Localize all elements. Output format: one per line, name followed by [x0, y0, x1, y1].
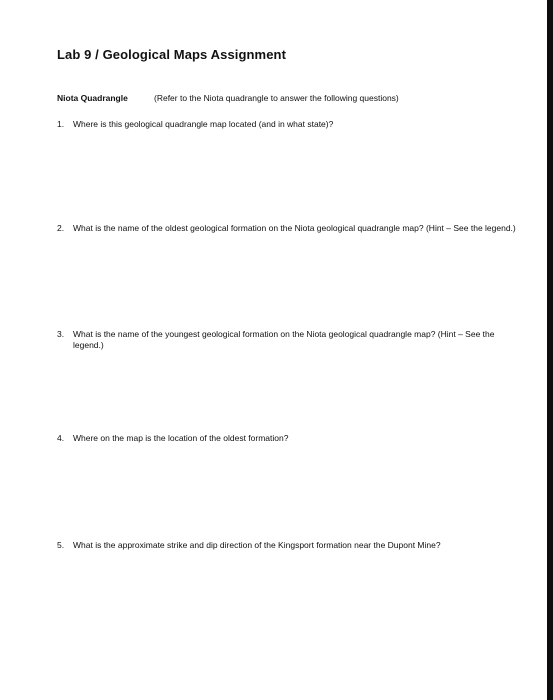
question-number: 3.	[57, 329, 65, 339]
question-number: 5.	[57, 540, 65, 550]
section-note: (Refer to the Niota quadrangle to answer the following questions)	[154, 93, 399, 103]
section-header	[57, 93, 399, 103]
question-number: 2.	[57, 223, 65, 233]
question-text: What is the name of the youngest geological formation on the Niota geological quadrangle map? (Hint – See the legend.)	[73, 329, 495, 350]
question-text: Where is this geological quadrangle map located (and in what state)?	[73, 119, 334, 129]
document-title: Lab 9 / Geological Maps Assignment	[57, 47, 287, 62]
question-text: What is the approximate strike and dip direction of the Kingsport formation near the Dupont Mine?	[73, 540, 441, 550]
question-text: What is the name of the oldest geological formation on the Niota geological quadrangle map? (Hint – See the legend.)	[73, 223, 516, 233]
question-number: 1.	[57, 119, 65, 129]
question-text: Where on the map is the location of the oldest formation?	[73, 433, 289, 443]
section-title: Niota Quadrangle	[57, 93, 128, 103]
right-border-bar	[547, 0, 553, 700]
question-number: 4.	[57, 433, 65, 443]
